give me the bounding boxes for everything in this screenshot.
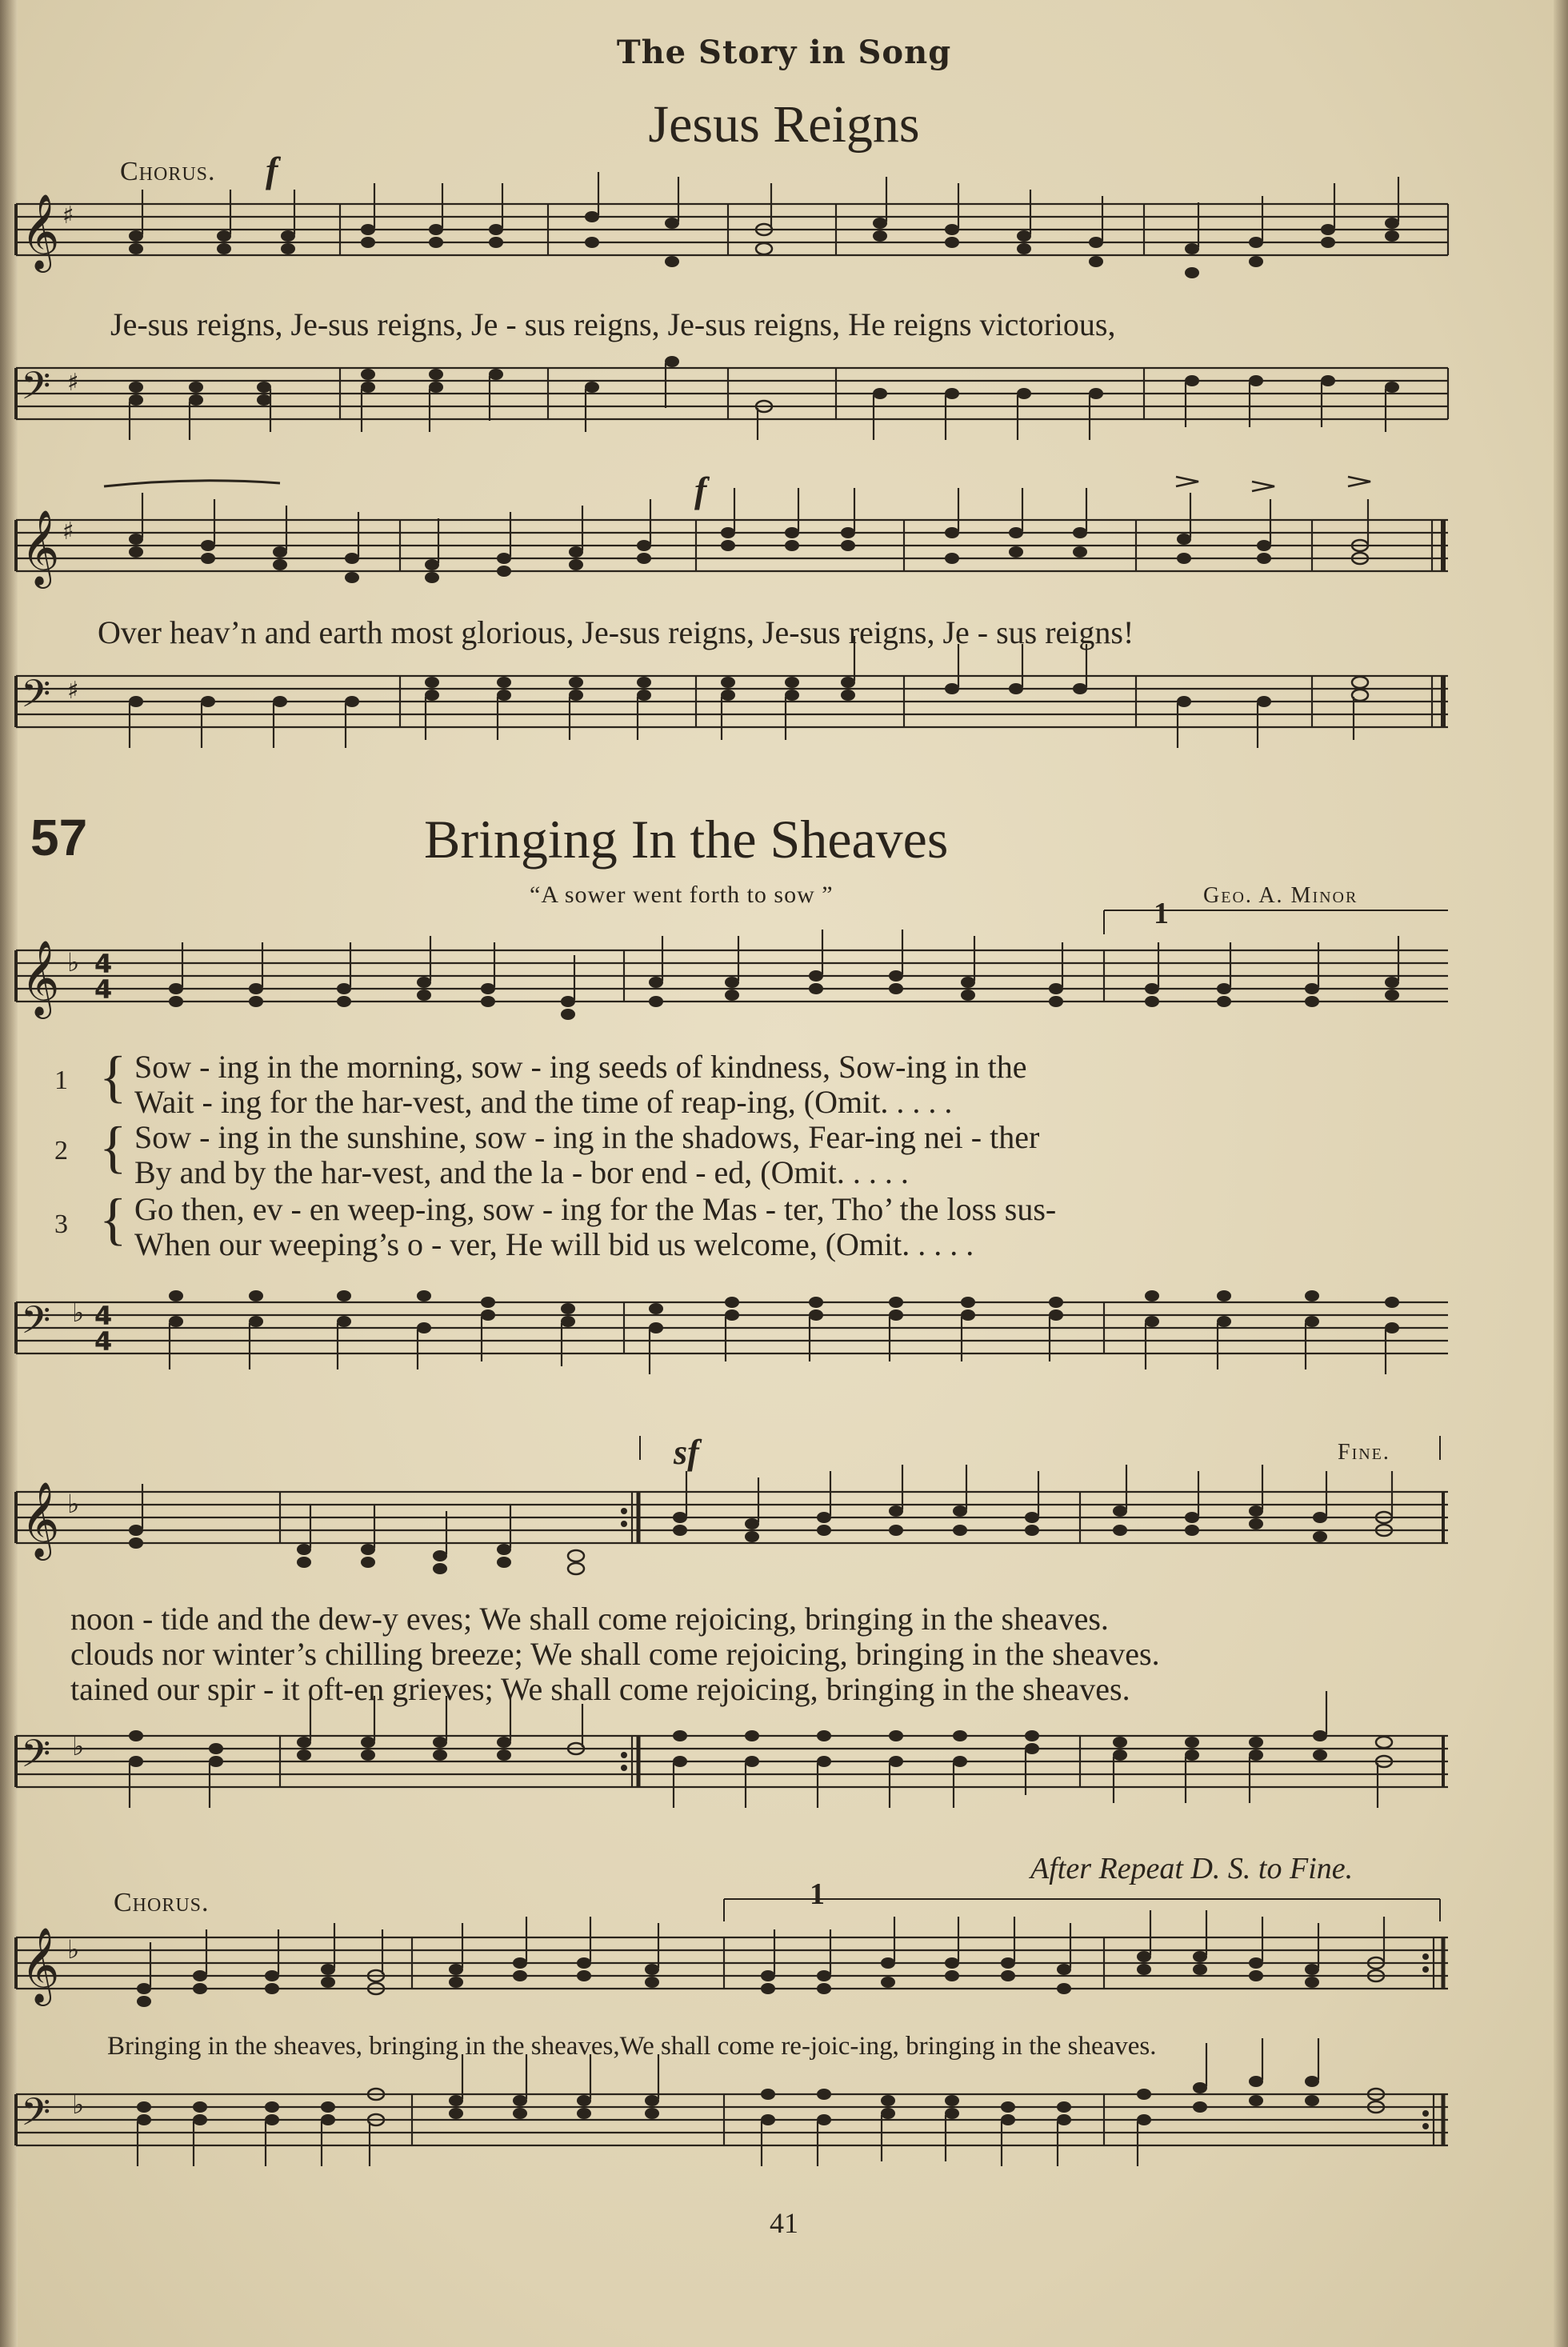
- hymn-epigraph: “A sower went forth to sow ”: [530, 882, 834, 908]
- svg-text:♭: ♭: [72, 1731, 85, 1761]
- bass-staff-system-4: [16, 1728, 1456, 1816]
- page-edge-shadow: [1554, 0, 1568, 2347]
- time-signature-bottom: 4: [94, 974, 113, 1005]
- svg-text:♭: ♭: [67, 947, 80, 978]
- svg-text:𝄢: 𝄢: [21, 671, 51, 726]
- svg-text:♭: ♭: [67, 1934, 80, 1965]
- svg-text:♯: ♯: [67, 677, 79, 705]
- bass-time-signature-top: 4: [94, 1301, 113, 1331]
- verse-number-1: 1: [54, 1066, 68, 1095]
- second-section-lyric-1: noon - tide and the dew-y eves; We shall come rejoicing, bringing in the sheaves.: [70, 1601, 1109, 1637]
- bass-staff-system-5: [16, 2086, 1456, 2174]
- chorus-label-sheaves: Chorus.: [114, 1888, 210, 1917]
- bass-staff-system-3: [16, 1294, 1456, 1382]
- bass-staff-system-2: [16, 668, 1456, 740]
- treble-staff-system-3: [16, 942, 1456, 1030]
- svg-text:𝄞: 𝄞: [21, 194, 60, 270]
- lyrics-jesus-reigns-line-1: Je-sus reigns, Je-sus reigns, Je - sus reigns, Je-sus reigns, He reigns victorious,: [110, 306, 1116, 342]
- verse-brace-3: {: [99, 1187, 127, 1251]
- svg-text:𝄢: 𝄢: [21, 363, 51, 418]
- bass-time-signature-bottom: 4: [94, 1326, 113, 1357]
- svg-text:𝄢: 𝄢: [21, 1297, 51, 1352]
- dynamic-forte-marking-2: f: [694, 470, 707, 510]
- time-signature-top: 4: [94, 949, 113, 979]
- hymn-title-bringing-in-the-sheaves: Bringing In the Sheaves: [424, 809, 949, 870]
- verse-2-line-a: Sow - ing in the sunshine, sow - ing in the shadows, Fear-ing nei - ther: [134, 1119, 1040, 1155]
- svg-text:𝄢: 𝄢: [21, 1731, 51, 1785]
- svg-text:𝄞: 𝄞: [21, 510, 60, 586]
- verse-1-line-a: Sow - ing in the morning, sow - ing seeds of kindness, Sow-ing in the: [134, 1049, 1027, 1085]
- book-binding-edge: [0, 0, 18, 2347]
- chorus-label: Chorus.: [120, 157, 216, 186]
- verse-3-line-b: When our weeping’s o - ver, He will bid us welcome, (Omit. . . . .: [134, 1226, 974, 1262]
- svg-text:♯: ♯: [62, 202, 74, 230]
- treble-staff-system-2: [16, 512, 1456, 584]
- dynamic-forte-marking: f: [266, 150, 278, 190]
- svg-text:♭: ♭: [72, 1297, 85, 1328]
- verse-number-3: 3: [54, 1209, 68, 1239]
- sforzando-marking: sf: [674, 1433, 699, 1472]
- hymn-title-jesus-reigns: Jesus Reigns: [648, 95, 920, 154]
- svg-text:𝄞: 𝄞: [21, 940, 60, 1016]
- verse-brace-2: {: [99, 1115, 127, 1179]
- hymn-composer: Geo. A. Minor: [1203, 883, 1358, 908]
- second-section-lyric-2: clouds nor winter’s chilling breeze; We shall come rejoicing, bringing in the sheaves.: [70, 1636, 1160, 1672]
- verse-3-line-a: Go then, ev - en weep-ing, sow - ing for the Mas - ter, Tho’ the loss sus-: [134, 1191, 1057, 1227]
- verse-2-line-b: By and by the har-vest, and the la - bor end - ed, (Omit. . . . .: [134, 1154, 909, 1190]
- first-ending-mark: 1: [1154, 897, 1170, 930]
- treble-staff-system-1: [16, 196, 1456, 268]
- treble-staff-system-5: [16, 1929, 1456, 2017]
- verse-number-2: 2: [54, 1136, 68, 1166]
- svg-text:♯: ♯: [67, 369, 79, 397]
- after-repeat-instruction: After Repeat D. S. to Fine.: [1030, 1852, 1354, 1885]
- verse-1-line-b: Wait - ing for the har-vest, and the time of reap-ing, (Omit. . . . .: [134, 1084, 953, 1120]
- svg-text:𝄞: 𝄞: [21, 1481, 60, 1557]
- second-section-lyric-3: tained our spir - it oft-en grieves; We shall come rejoicing, bringing in the sheaves.: [70, 1671, 1130, 1707]
- chorus-first-ending-mark: 1: [810, 1877, 826, 1911]
- svg-text:𝄞: 𝄞: [21, 1927, 60, 2003]
- fine-marking: Fine.: [1338, 1440, 1390, 1465]
- svg-text:♭: ♭: [67, 1489, 80, 1519]
- chorus-lyrics-sheaves: Bringing in the sheaves, bringing in the sheaves,We shall come re-joic-ing, bringing in the sheaves.: [107, 2032, 1157, 2061]
- page-number: 41: [770, 2207, 798, 2239]
- lyrics-jesus-reigns-line-2: Over heav’n and earth most glorious, Je-sus reigns, Je-sus reigns, Je - sus reigns!: [98, 614, 1134, 650]
- svg-text:♯: ♯: [62, 518, 74, 546]
- treble-staff-system-4: [16, 1481, 1456, 1572]
- svg-text:𝄢: 𝄢: [21, 2089, 51, 2144]
- hymn-number: 57: [30, 809, 88, 866]
- bass-staff-system-1: [16, 360, 1456, 432]
- verse-brace-1: {: [99, 1045, 127, 1109]
- svg-text:♭: ♭: [72, 2089, 85, 2120]
- book-running-header: The Story in Song: [616, 34, 952, 71]
